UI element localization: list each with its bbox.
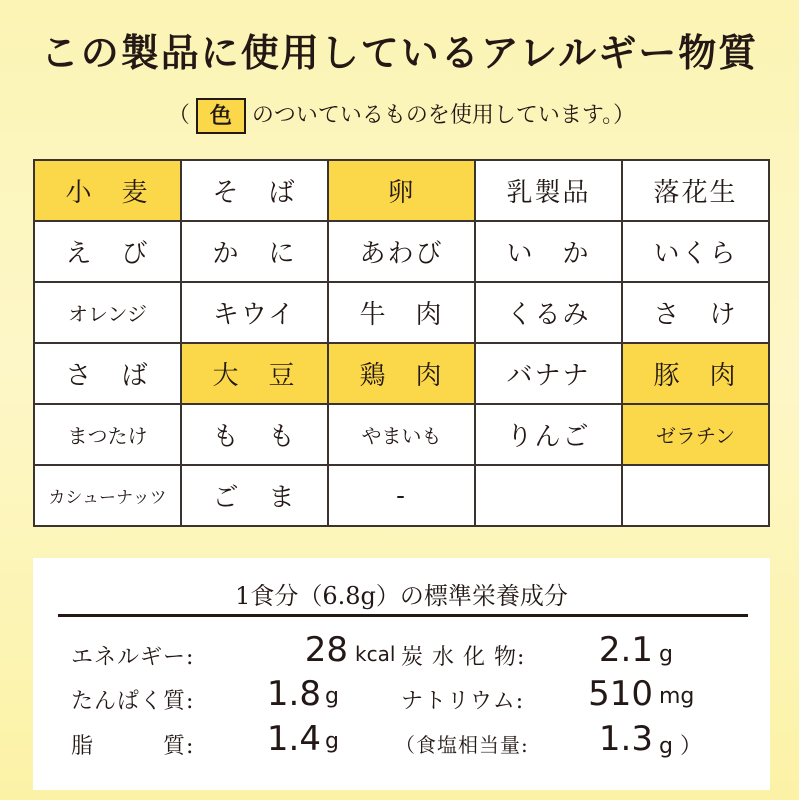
fat-value: 1.4 [266,719,321,759]
allergen-cell: 卵 [328,160,475,221]
legend-open-paren: （ [167,103,190,128]
salt-label: （食塩相当量: [395,733,529,757]
sodium-unit: mg [659,684,695,709]
carb-value: 2.1 [598,630,653,670]
allergen-row [34,282,769,343]
allergen-cell: まつたけ [34,404,181,465]
allergen-cell: も も [181,404,328,465]
allergen-cell: キウイ [181,282,328,343]
carb-label: 炭 水 化 物: [401,645,526,670]
allergen-cell: 牛 肉 [328,282,475,343]
protein-label: たんぱく質: [71,689,195,714]
allergen-cell: やまいも [328,404,475,465]
allergen-cell [475,465,622,526]
allergen-cell: ゼラチン [622,404,769,465]
allergen-cell: ご ま [181,465,328,526]
allergen-cell: - [328,465,475,526]
sodium-label: ナトリウム: [401,689,525,714]
allergen-cell: カシューナッツ [34,465,181,526]
allergen-cell: そ ば [181,160,328,221]
nutrition-title: 1食分（6.8g）の標準栄養成分 [235,582,568,610]
allergen-table [33,159,770,527]
salt-value: 1.3 [598,719,653,759]
allergen-row [34,404,769,465]
nutrition-panel [33,558,770,790]
allergen-cell: さ ば [34,343,181,404]
allergen-cell: あわび [328,221,475,282]
allergen-cell: え び [34,221,181,282]
fat-unit: g [325,729,339,754]
allergen-cell: 落花生 [622,160,769,221]
allergen-table-body [34,160,769,526]
protein-unit: g [325,684,339,709]
legend [0,98,799,134]
allergen-cell: さ け [622,282,769,343]
energy-unit: kcal [355,642,396,666]
allergen-cell: 鶏 肉 [328,343,475,404]
allergen-row [34,160,769,221]
fat-label: 脂 質: [71,734,195,759]
nutrition-divider [58,614,748,617]
allergen-row [34,221,769,282]
allergen-cell: 豚 肉 [622,343,769,404]
allergen-cell: い か [475,221,622,282]
legend-color-chip: 色 [196,98,246,134]
protein-value: 1.8 [266,674,321,714]
allergen-cell: 大 豆 [181,343,328,404]
sodium-value: 510 [588,674,653,714]
allergen-row [34,465,769,526]
page-title: この製品に使用しているアレルギー物質 [40,31,759,75]
energy-value: 28 [304,630,348,670]
allergen-cell [622,465,769,526]
allergen-cell: くるみ [475,282,622,343]
carb-unit: g [659,642,673,667]
energy-label: エネルギー: [71,645,195,670]
legend-text: のついているものを使用しています。） [251,103,636,128]
allergen-cell: 乳製品 [475,160,622,221]
allergen-cell: オレンジ [34,282,181,343]
allergen-cell: いくら [622,221,769,282]
allergen-row [34,343,769,404]
allergen-cell: 小 麦 [34,160,181,221]
allergen-cell: りんご [475,404,622,465]
allergen-cell: バナナ [475,343,622,404]
salt-unit: g ） [659,734,702,759]
allergen-cell: か に [181,221,328,282]
